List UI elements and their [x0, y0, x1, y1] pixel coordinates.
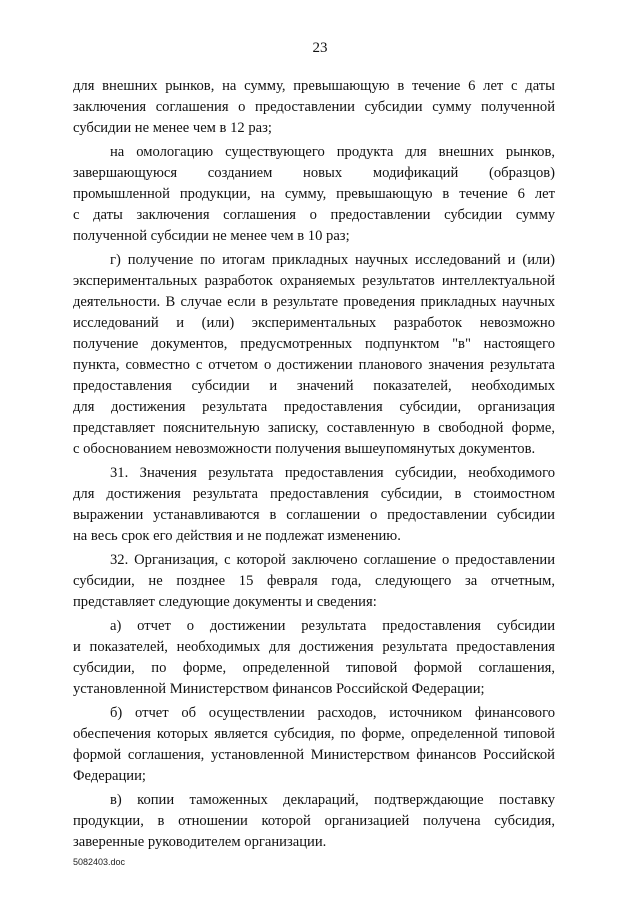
text-line: и показателей, необходимых для достижения результата предоставления — [73, 639, 555, 655]
text-line: предоставления субсидии и значений показателей, необходимых — [73, 378, 555, 394]
text-line: получение документов, предусмотренных подпунктом "в" настоящего — [73, 336, 555, 352]
text-line: на омологацию существующего продукта для внешних рынков, — [110, 144, 555, 160]
text-line: в) копии таможенных деклараций, подтверждающие поставку — [110, 792, 555, 808]
file-name-footer: 5082403.doc — [73, 857, 126, 867]
text-line: завершающуюся созданием новых модификаций (образцов) — [73, 165, 555, 181]
text-line: формой соглашения, установленной Министерством финансов Российской — [73, 747, 555, 763]
text-line: субсидии, по форме, определенной типовой формой соглашения, — [73, 660, 555, 676]
text-line: с обоснованием невозможности получения вышеупомянутых документов. — [73, 441, 536, 457]
text-line: б) отчет об осуществлении расходов, источником финансового — [110, 705, 555, 721]
text-line: г) получение по итогам прикладных научных исследований и (или) — [110, 252, 555, 268]
text-line: пункта, совместно с отчетом о достижении планового значения результата — [73, 357, 555, 373]
text-line: деятельности. В случае если в результате проведения прикладных научных — [73, 294, 555, 310]
text-line: субсидии не менее чем в 12 раз; — [73, 120, 272, 136]
text-line: исследований и (или) экспериментальных разработок невозможно — [73, 315, 555, 331]
text-line: представляет следующие документы и сведения: — [73, 594, 377, 610]
text-line: с даты заключения соглашения о предоставлении субсидии сумму — [73, 207, 555, 223]
text-line: субсидии, не позднее 15 февраля года, следующего за отчетным, — [73, 573, 555, 589]
paragraph — [73, 250, 555, 460]
text-line: 32. Организация, с которой заключено соглашение о предоставлении — [110, 552, 555, 568]
paragraph — [73, 790, 555, 853]
text-line: для достижения результата предоставления субсидии, организация — [73, 399, 555, 415]
text-line: для внешних рынков, на сумму, превышающую в течение 6 лет с даты — [73, 78, 555, 94]
paragraph — [73, 616, 555, 700]
text-line: обеспечения которых является субсидия, по форме, определенной типовой — [73, 726, 555, 742]
text-line: выражении устанавливаются в соглашении о предоставлении субсидии — [73, 507, 555, 523]
paragraph — [73, 703, 555, 787]
page-number: 23 — [312, 40, 328, 56]
paragraph — [73, 142, 555, 247]
text-line: установленной Министерством финансов Российской Федерации; — [73, 681, 485, 697]
paragraph — [73, 463, 555, 547]
document-body — [73, 76, 555, 856]
text-line: 31. Значения результата предоставления субсидии, необходимого — [110, 465, 555, 481]
text-line: продукции, в отношении которой организацией получена субсидия, — [73, 813, 555, 829]
text-line: представляет пояснительную записку, составленную в свободной форме, — [73, 420, 555, 436]
text-line: полученной субсидии не менее чем в 10 раз; — [73, 228, 350, 244]
paragraph — [73, 76, 555, 139]
text-line: заключения соглашения о предоставлении субсидии сумму полученной — [73, 99, 555, 115]
text-line: а) отчет о достижении результата предоставления субсидии — [110, 618, 555, 634]
text-line: для достижения результата предоставления субсидии, в стоимостном — [73, 486, 555, 502]
text-line: промышленной продукции, на сумму, превышающую в течение 6 лет — [73, 186, 555, 202]
text-line: Федерации; — [73, 768, 146, 784]
text-line: экспериментальных разработок охраняемых результатов интеллектуальной — [73, 273, 555, 289]
text-line: заверенные руководителем организации. — [73, 834, 327, 850]
paragraph — [73, 550, 555, 613]
text-line: на весь срок его действия и не подлежат изменению. — [73, 528, 401, 544]
